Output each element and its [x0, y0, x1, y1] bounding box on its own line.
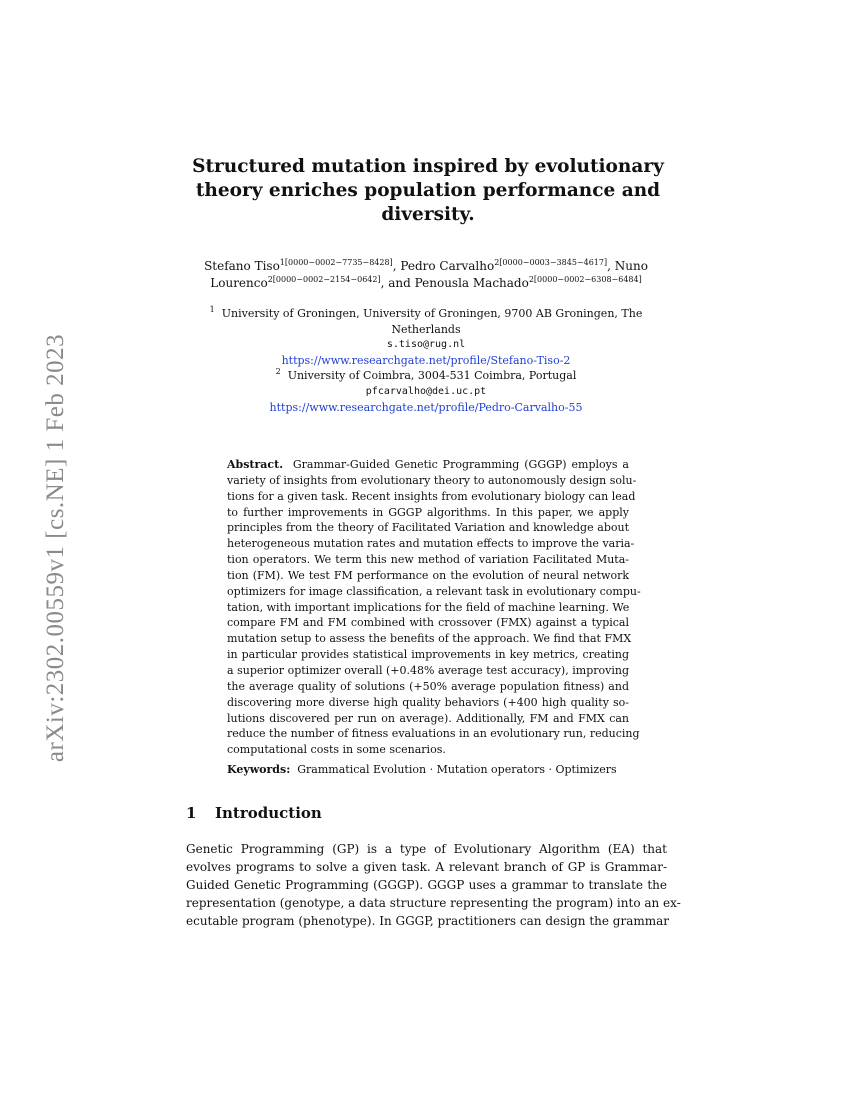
affiliation-1	[186, 306, 666, 322]
abstract-line: heterogeneous mutation rates and mutation effects to improve the varia-	[227, 537, 635, 551]
abstract-line: tation, with important implications for the field of machine learning. We	[227, 600, 630, 614]
abstract-line: tion operators. We term this new method of variation Facilitated Muta-	[227, 553, 629, 567]
abstract-line: a superior optimizer overall (+0.48% average test accuracy), improving	[227, 663, 629, 677]
abstract-line: mutation setup to assess the benefits of the approach. We find that FMX	[227, 632, 632, 646]
author-name: , and Penousla Machado	[380, 276, 529, 290]
abstract-text: Grammar-Guided Genetic Programming (GGGP) employs a	[292, 458, 629, 471]
paper-title	[190, 155, 666, 227]
keywords-text: Grammatical Evolution · Mutation operators · Optimizers	[297, 763, 617, 776]
abstract-line: tion (FM). We test FM performance on the evolution of neural network	[227, 568, 629, 582]
affiliations	[186, 306, 666, 415]
profile-link[interactable]: https://www.researchgate.net/profile/Stefano-Tiso-2	[281, 353, 571, 367]
abstract-line: in particular provides statistical improvements in key metrics, creating	[227, 648, 629, 662]
abstract-line: compare FM and FM combined with crossover (FMX) against a typical	[227, 616, 629, 630]
keywords-label: Keywords:	[227, 763, 291, 776]
affiliation-2	[186, 368, 666, 384]
title-line: Structured mutation inspired by evolutionary	[192, 156, 664, 177]
author-list	[186, 258, 666, 292]
title-line: diversity.	[381, 204, 475, 225]
affiliation-text: Netherlands	[391, 322, 461, 336]
author-orcid: 2[0000−0003−3845−4617]	[494, 258, 608, 267]
body-line: Guided Genetic Programming (GGGP). GGGP uses a grammar to translate the	[186, 878, 667, 892]
abstract-line: optimizers for image classification, a relevant task in evolutionary compu-	[227, 584, 641, 598]
author-orcid: 2[0000−0002−2154−0642]	[267, 275, 381, 284]
body-line: evolves programs to solve a given task. A relevant branch of GP is Grammar-	[186, 860, 667, 874]
email-link[interactable]: s.tiso@rug.nl	[386, 339, 466, 351]
affiliation-text: University of Groningen, University of Groningen, 9700 AB Groningen, The	[221, 307, 643, 320]
body-line: representation (genotype, a data structure representing the program) into an ex-	[186, 896, 681, 910]
abstract-line: variety of insights from evolutionary theory to autonomously design solu-	[227, 473, 637, 487]
author-orcid: 1[0000−0002−7735−8428]	[279, 258, 393, 267]
abstract-line: the average quality of solutions (+50% average population fitness) and	[227, 679, 629, 693]
author-name: , Nuno	[607, 259, 648, 273]
abstract-line: tions for a given task. Recent insights from evolutionary biology can lead	[227, 489, 636, 503]
profile-link[interactable]: https://www.researchgate.net/profile/Pedro-Carvalho-55	[269, 400, 583, 414]
body-paragraph	[186, 840, 681, 930]
abstract-line: to further improvements in GGGP algorithms. In this paper, we apply	[227, 505, 629, 519]
section-title: Introduction	[215, 804, 322, 822]
section-heading	[186, 804, 322, 822]
abstract-line: lutions discovered per run on average). Additionally, FM and FMX can	[227, 711, 629, 725]
section-number: 1	[186, 804, 197, 822]
abstract-line: reduce the number of fitness evaluations in an evolutionary run, reducing	[227, 727, 640, 741]
author-line	[186, 258, 666, 275]
author-orcid: 2[0000−0002−6308−6484]	[528, 275, 642, 284]
abstract	[227, 457, 641, 758]
title-line: theory enriches population performance and	[195, 180, 661, 201]
body-line: Genetic Programming (GP) is a type of Evolutionary Algorithm (EA) that	[186, 842, 667, 856]
abstract-line	[227, 457, 629, 473]
abstract-line: principles from the theory of Facilitated Variation and knowledge about	[227, 521, 629, 535]
author-name: , Pedro Carvalho	[392, 259, 495, 273]
arxiv-identifier-stamp: arXiv:2302.00559v1 [cs.NE] 1 Feb 2023	[42, 333, 69, 763]
keywords	[227, 762, 629, 778]
author-name: Stefano Tiso	[204, 259, 280, 273]
abstract-label: Abstract.	[227, 458, 284, 471]
affiliation-text: University of Coimbra, 3004-531 Coimbra, Portugal	[287, 369, 577, 383]
abstract-line: discovering more diverse high quality behaviors (+400 high quality so-	[227, 695, 629, 709]
body-line: ecutable program (phenotype). In GGGP, practitioners can design the grammar	[186, 914, 670, 928]
abstract-line: computational costs in some scenarios.	[227, 743, 446, 757]
affiliation-marker: 1	[209, 305, 215, 314]
affiliation-marker: 2	[275, 367, 281, 377]
author-name: Lourenco	[210, 276, 268, 290]
author-line	[186, 275, 666, 292]
email-link[interactable]: pfcarvalho@dei.uc.pt	[365, 385, 487, 397]
